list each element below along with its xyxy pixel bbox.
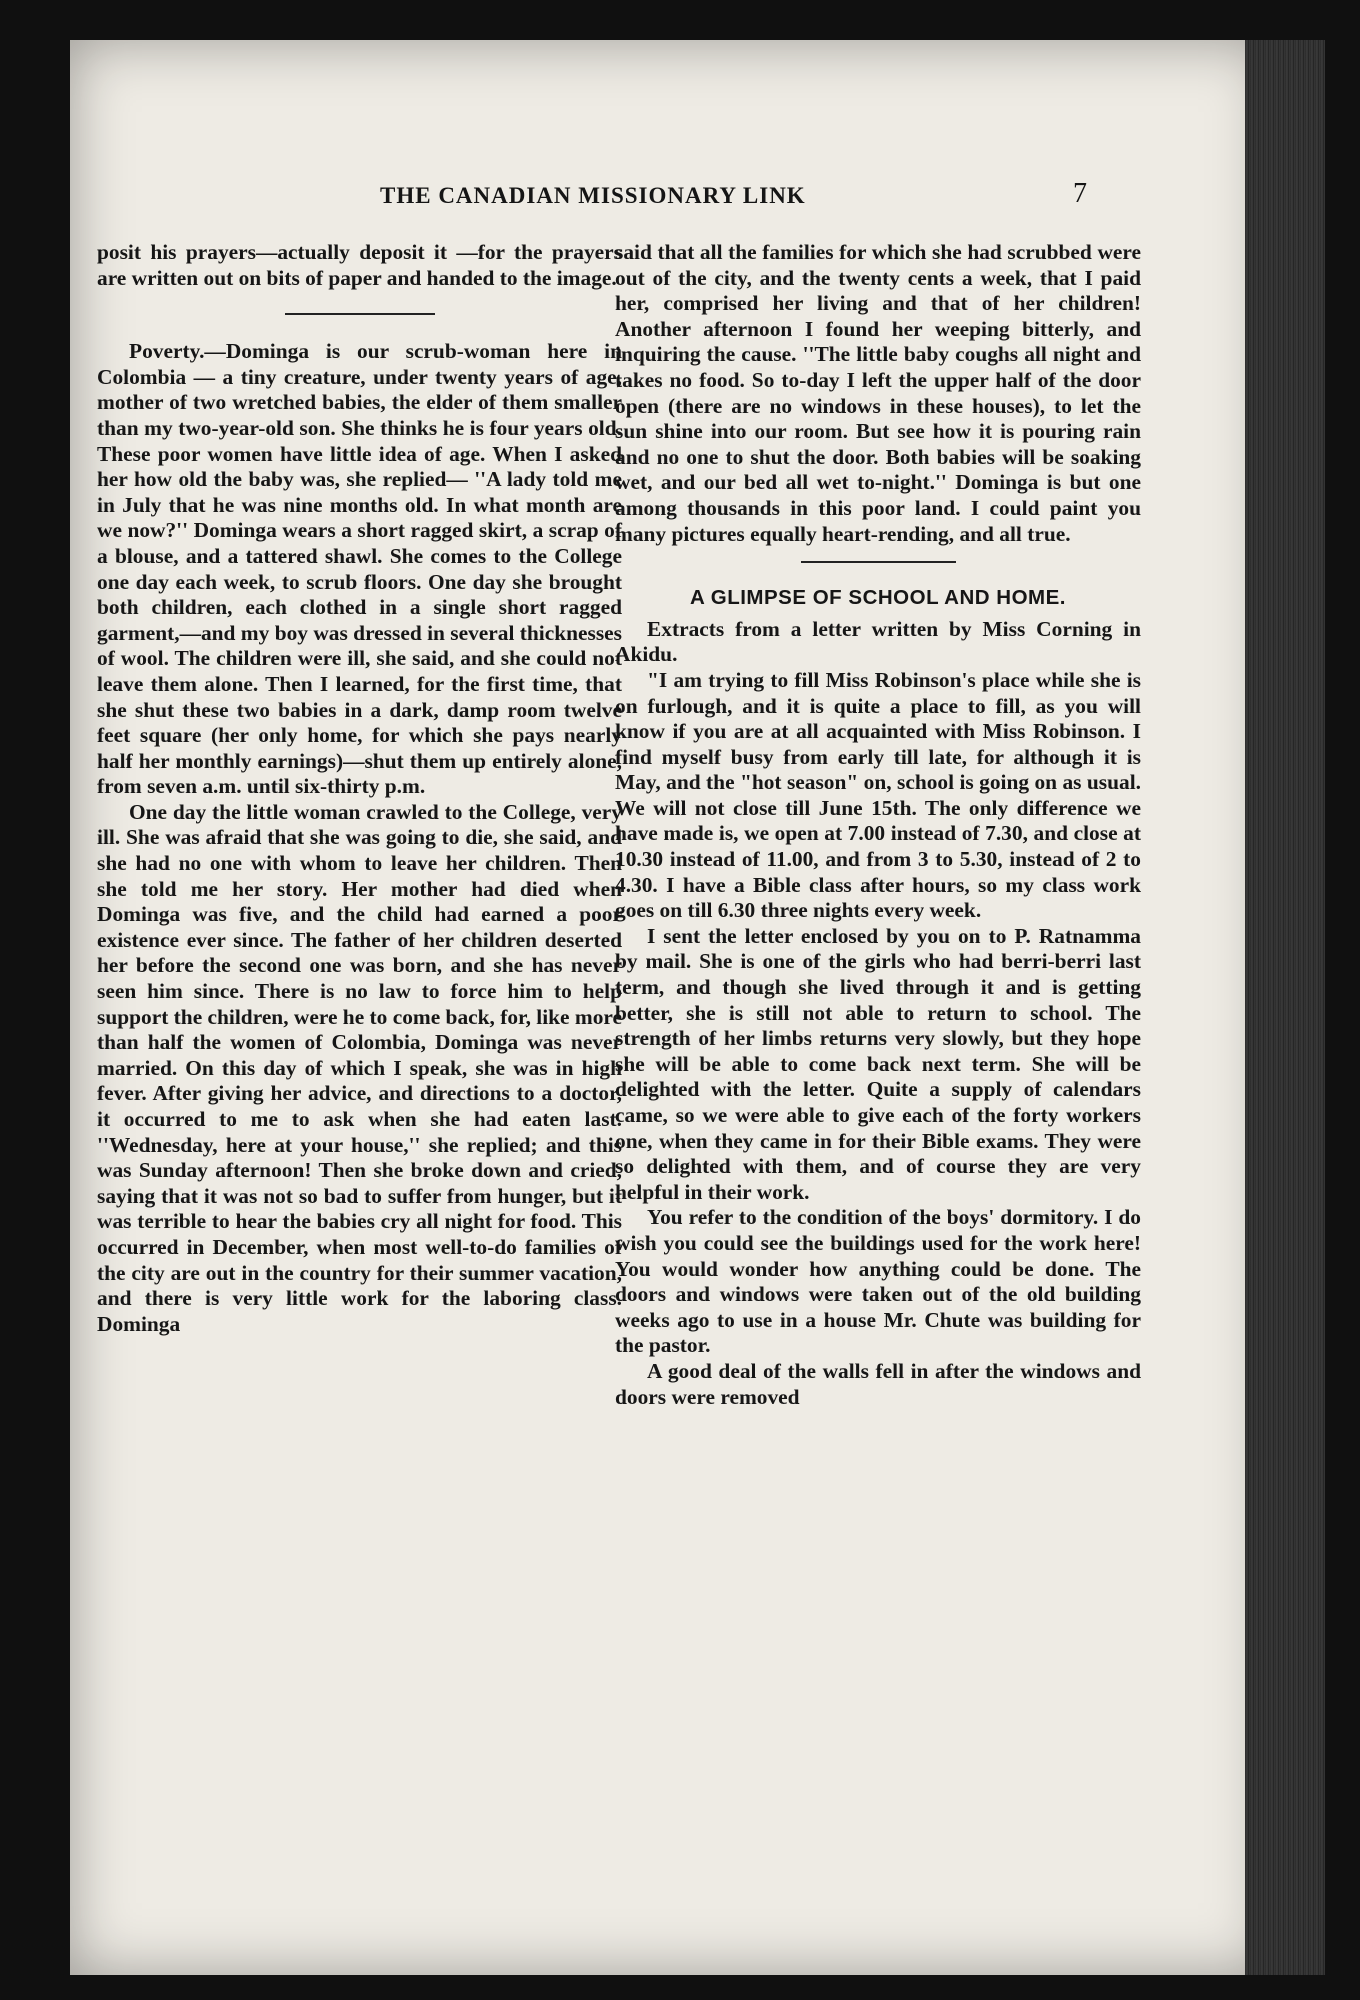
paragraph-walls: A good deal of the walls fell in after the windows and doors were removed xyxy=(615,1358,1141,1409)
section-heading: A GLIMPSE OF SCHOOL AND HOME. xyxy=(690,586,1066,610)
left-column xyxy=(97,240,622,1337)
paragraph-poverty: Poverty.—Dominga is our scrub-woman here in Colombia — a tiny creature, under twenty years of age, mother of two wretched babies, the elder of them smaller than my two-year-old son. She thinks he is four years old. These poor women have little idea of age. When I asked her how old the baby was, she replied— ''A lady told me in July that he was nine months old. In what month are we now?'' Dominga wears a short ragged skirt, a scrap of a blouse, and a tattered shawl. She comes to the College one day each week, to scrub floors. One day she brought both children, each clothed in a single short ragged garment,—and my boy was dressed in several thicknesses of wool. The children were ill, she said, and she could not leave them alone. Then I learned, for the first time, that she shut these two babies in a dark, damp room twelve feet square (her only home, for which she pays nearly half her monthly earnings)—shut them up entirely alone, from seven a.m. until six-thirty p.m. xyxy=(97,339,622,799)
paragraph-continued: said that all the families for which she had scrubbed were out of the city, and the twenty cents a week, that I paid her, comprised her living and that of her children! Another afternoon I found her weeping bitterly, and inquiring the cause. ''The little baby coughs all night and takes no food. So to-day I left the upper half of the door open (there are no windows in these houses), to let the sun shine into our room. But see how it is pouring rain and no one to shut the door. Both babies will be soaking wet, and our bed all wet to-night.'' Dominga is but one among thousands in this poor land. I could paint you many pictures equally heart-rending, and all true. xyxy=(615,240,1141,546)
section-divider xyxy=(285,313,435,315)
paragraph-letter-opening: "I am trying to fill Miss Robinson's place while she is on furlough, and it is quite a place to fill, as you will know if you are at all acquainted with Miss Robinson. I find myself busy from early till late, for although it is May, and the "hot season" on, school is going on as usual. We will not close till June 15th. The only difference we have made is, we open at 7.00 instead of 7.30, and close at 10.30 instead of 11.00, and from 3 to 5.30, instead of 2 to 4.30. I have a Bible class after hours, so my class work goes on till 6.30 three nights every week. xyxy=(615,667,1141,923)
section-divider xyxy=(801,561,956,563)
paragraph-prayers: posit his prayers—actually deposit it —for the prayers are written out on bits of paper and handed to the image. xyxy=(97,240,622,290)
right-column xyxy=(615,240,1141,1410)
paragraph-ratnamma: I sent the letter enclosed by you on to P. Ratnamma by mail. She is one of the girls who had berri-berri last term, and though she lived through it and is getting better, she is still not able to return to school. The strength of her limbs returns very slowly, but they hope she will be able to come back next term. She will be delighted with the letter. Quite a supply of calendars came, so we were able to give each of the forty workers one, when they came in for their Bible exams. They were so delighted with them, and of course they are very helpful in their work. xyxy=(615,923,1141,1204)
paragraph-dominga-story: One day the little woman crawled to the College, very ill. She was afraid that she was going to die, she said, and she had no one with whom to leave her children. Then she told me her story. Her mother had died when Dominga was five, and the child had earned a poor existence ever since. The father of her children deserted her before the second one was born, and she has never seen him since. There is no law to force him to help support the children, were he to come back, for, like more than half the women of Colombia, Dominga was never married. On this day of which I speak, she was in high fever. After giving her advice, and directions to a doctor, it occurred to me to ask when she had eaten last. ''Wednesday, here at your house,'' she replied; and this was Sunday afternoon! Then she broke down and cried, saying that it was not so bad to suffer from hunger, but it was terrible to hear the babies cry all night for food. This occurred in December, when most well-to-do families of the city are out in the country for their summer vacation, and there is very little work for the laboring class. Dominga xyxy=(97,799,623,1336)
book-page-edges xyxy=(1245,40,1325,1975)
paragraph-extracts: Extracts from a letter written by Miss Corning in Akidu. xyxy=(615,616,1141,667)
paragraph-dormitory: You refer to the condition of the boys' dormitory. I do wish you could see the buildings used for the work here! You would wonder how anything could be done. The doors and windows were taken out of the old building weeks ago to use in a house Mr. Chute was building for the pastor. xyxy=(615,1205,1141,1358)
page-number: 7 xyxy=(1073,178,1087,209)
running-title: THE CANADIAN MISSIONARY LINK xyxy=(380,183,806,208)
